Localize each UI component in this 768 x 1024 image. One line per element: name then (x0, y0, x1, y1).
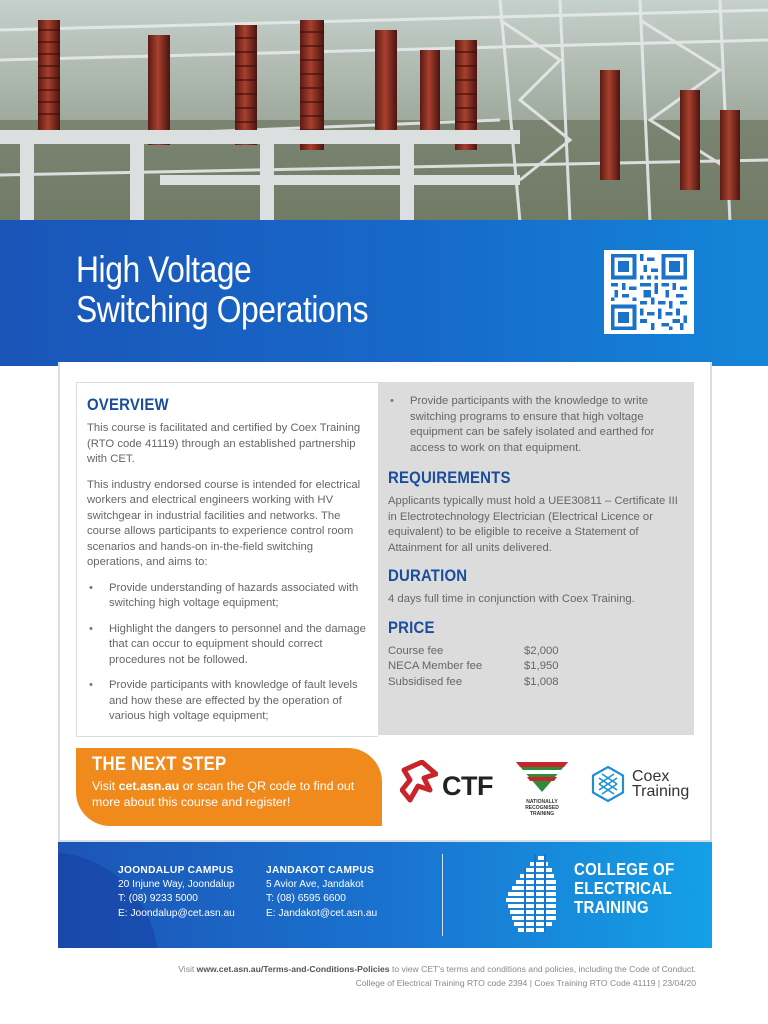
list-item-text: Provide participants with knowledge of fault levels and how these are effected by the operation of various high voltage equipment; (109, 679, 358, 722)
campus-address: 5 Avior Ave, Jandakot (266, 879, 364, 891)
list-item (388, 394, 682, 456)
ctf-logo (400, 760, 493, 812)
coex-logo-line-2: Training (632, 783, 690, 800)
cet-map-icon (504, 854, 566, 939)
ctf-logo-text: CTF (442, 770, 493, 801)
requirements-heading: REQUIREMENTS (388, 468, 511, 487)
content-card (58, 362, 712, 842)
overview-bullet-list (87, 581, 368, 725)
price-value: $1,008 (524, 675, 559, 688)
overview-column (76, 382, 378, 737)
terms-pre: Visit (178, 964, 197, 974)
nrt-mark-icon (514, 758, 570, 794)
campus-address: 20 Injune Way, Joondalup (118, 879, 235, 891)
campus-email[interactable]: E: Joondalup@cet.asn.au (118, 907, 235, 919)
ctf-mark-icon (400, 760, 438, 812)
substation-photo-illustration (0, 0, 768, 222)
next-step-callout (76, 748, 382, 826)
qr-code-graphic (608, 254, 690, 330)
bullet-icon: • (390, 395, 394, 407)
campus-phone[interactable]: T: (08) 9233 5000 (118, 893, 198, 905)
campus-jandakot (266, 864, 377, 921)
price-label: NECA Member fee (388, 660, 483, 672)
cet-line-1: COLLEGE OF (574, 859, 675, 879)
details-column (378, 382, 694, 735)
duration-heading: DURATION (388, 566, 468, 585)
list-item-text: Provide participants with the knowledge to write switching programs to ensure that high voltage equipment can be safely isolated and earthed for access to work on that equipment. (410, 395, 655, 454)
overview-bullet-list-continued (388, 394, 682, 456)
campus-email[interactable]: E: Jandakot@cet.asn.au (266, 907, 378, 919)
price-label: Subsidised fee (388, 675, 463, 688)
list-item-text: Provide understanding of hazards associated with switching high voltage equipment; (109, 581, 359, 609)
price-label: Course fee (388, 644, 444, 657)
price-value: $2,000 (524, 644, 559, 657)
price-value: $1,950 (524, 660, 559, 672)
list-item-text: Highlight the dangers to personnel and the damage that can occur to equipment should correct procedures not be followed. (109, 622, 366, 666)
qr-code-icon[interactable] (604, 250, 694, 334)
rto-line: College of Electrical Training RTO code 2394 | Coex Training RTO Code 41119 | 23/04/20 (355, 978, 696, 988)
contact-footer (58, 842, 712, 948)
campus-phone[interactable]: T: (08) 6595 6600 (266, 893, 346, 905)
coex-logo-line-1: Coex (632, 768, 670, 785)
campus-name: JOONDALUP CAMPUS (118, 865, 234, 876)
cet-line-3: TRAINING (574, 897, 649, 917)
price-row (388, 659, 682, 675)
price-row (388, 644, 682, 660)
hero-image (0, 0, 768, 222)
page-title (76, 250, 368, 330)
title-line-1: High Voltage (76, 249, 252, 290)
overview-paragraph-2: This industry endorsed course is intended for electrical workers and electrical engineers working with HV switchgear in industrial facilities and networks. The course allows participants to experience control room scenarios and hands-on in-the-field switching operations, and aims to: (87, 478, 361, 568)
partner-logos (396, 756, 696, 816)
coex-logo-text (632, 769, 689, 799)
footer-divider (442, 854, 443, 936)
next-step-pre: Visit (92, 779, 119, 793)
terms-link[interactable]: www.cet.asn.au/Terms-and-Conditions-Policies (196, 964, 390, 974)
bullet-icon: • (89, 581, 93, 594)
requirements-text: Applicants typically must hold a UEE30811 – Certificate III in Electrotechnology Electrician (Electrical Licence or equivalent) to be eligible to receive a Statement of Attainment for all units delivered. (388, 495, 678, 554)
duration-text: 4 days full time in conjunction with Coex Training. (388, 593, 635, 605)
list-item (87, 622, 368, 669)
fineprint (178, 962, 696, 990)
next-step-heading: THE NEXT STEP (92, 754, 227, 775)
terms-line (178, 962, 696, 976)
website-link[interactable]: cet.asn.au (118, 779, 180, 793)
terms-post: to view CET's terms and conditions and policies, including the Code of Conduct. (389, 964, 696, 974)
coex-hexagon-icon (590, 766, 626, 802)
coex-training-logo (590, 766, 689, 802)
campus-joondalup (118, 864, 235, 921)
overview-paragraph-1: This course is facilitated and certified by Coex Training (RTO code 41119) through an established partnership with CET. (87, 422, 361, 465)
campus-name: JANDAKOT CAMPUS (266, 865, 375, 876)
bullet-icon: • (89, 622, 93, 635)
nationally-recognised-training-logo (514, 758, 570, 817)
nrt-text-line-1: NATIONALLY RECOGNISED (525, 799, 559, 811)
overview-heading: OVERVIEW (87, 395, 169, 414)
price-row (388, 675, 682, 691)
cet-line-2: ELECTRICAL (574, 878, 672, 898)
price-heading: PRICE (388, 617, 435, 637)
nrt-text-line-2: TRAINING (529, 811, 555, 817)
list-item (87, 678, 368, 725)
next-step-post: or scan the QR code to find out more about this course and register! (92, 779, 355, 809)
title-band (0, 220, 768, 366)
cet-logo-text (574, 860, 674, 917)
title-line-2: Switching Operations (76, 289, 369, 330)
next-step-text (92, 778, 366, 810)
list-item (87, 581, 368, 612)
western-australia-map-icon (504, 854, 566, 934)
bullet-icon: • (89, 679, 93, 691)
